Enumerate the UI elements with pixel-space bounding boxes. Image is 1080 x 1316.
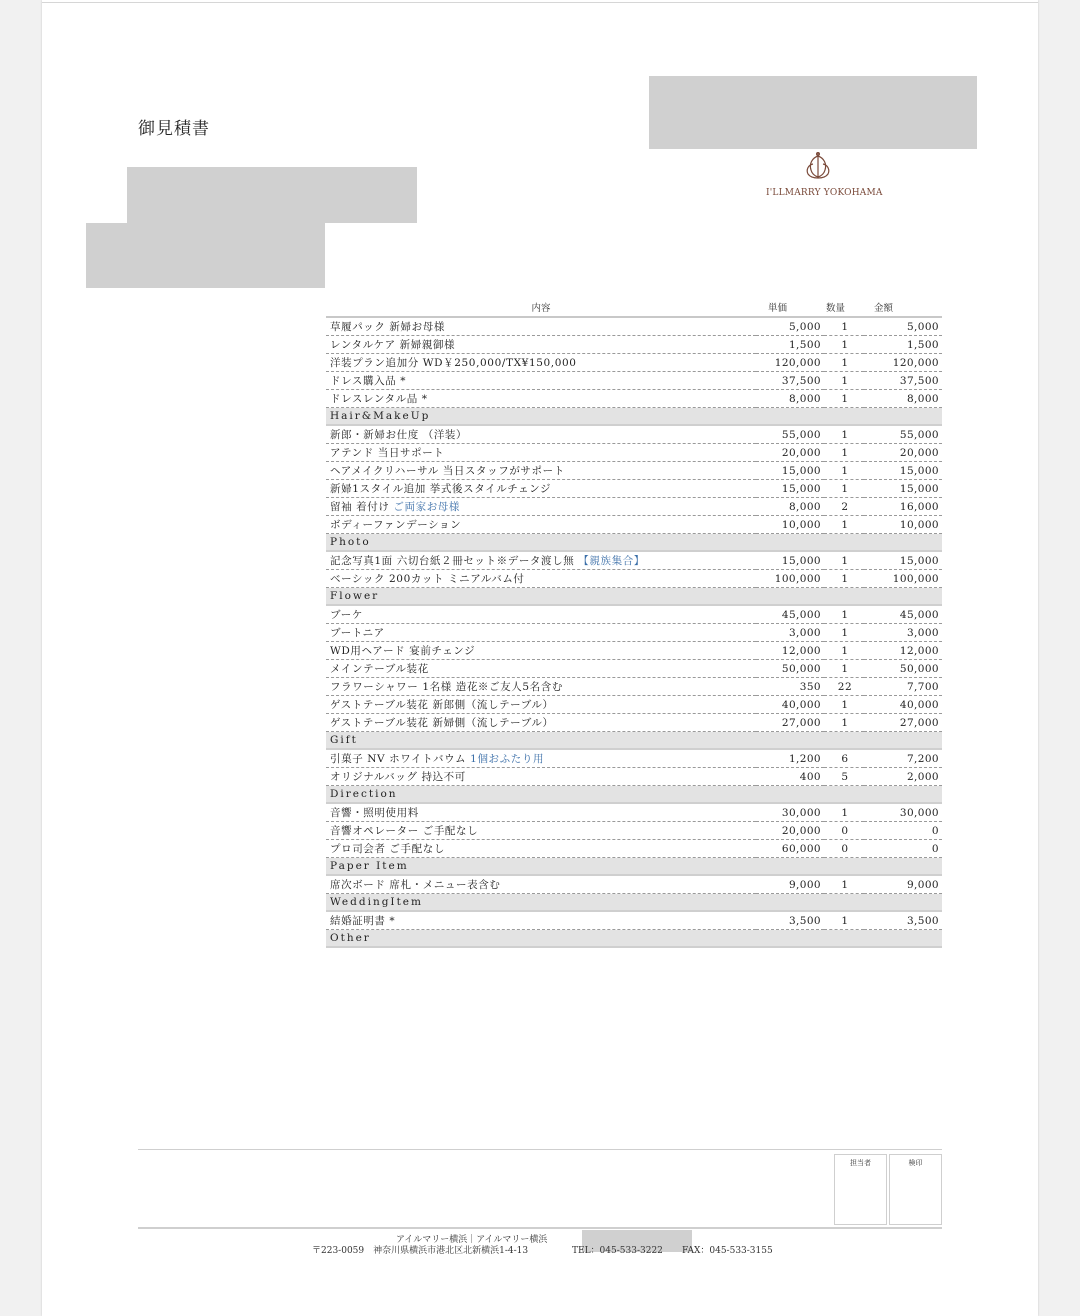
item-name: 引菓子 NV ホワイトバウム	[330, 753, 467, 765]
item-price: 8,000	[756, 498, 824, 516]
company-address: 〒223-0059 神奈川県横浜市港北区北新横浜1-4-13	[312, 1246, 529, 1256]
table-header-row	[326, 298, 942, 317]
table-row	[326, 714, 942, 732]
item-name-cell	[326, 317, 756, 336]
item-amount: 15,000	[864, 462, 942, 480]
table-row	[326, 822, 942, 840]
item-qty: 1	[824, 354, 864, 372]
item-qty: 0	[824, 822, 864, 840]
item-amount: 0	[864, 840, 942, 858]
item-name-cell	[326, 660, 756, 678]
table-row	[326, 911, 942, 930]
item-note: ご両家お母様	[393, 501, 460, 513]
table-row	[326, 516, 942, 534]
item-price: 15,000	[756, 551, 824, 570]
item-price: 50,000	[756, 660, 824, 678]
redacted-block	[127, 167, 417, 223]
item-name-cell	[326, 803, 756, 822]
redacted-block	[86, 223, 325, 288]
table-body	[326, 317, 942, 947]
table-row	[326, 336, 942, 354]
item-name: WD用ヘアード 宴前チェンジ	[330, 645, 476, 657]
section-row	[326, 930, 942, 948]
item-note: 【親族集合】	[578, 555, 645, 567]
item-name: 草履パック 新婦お母様	[330, 321, 445, 333]
item-amount: 10,000	[864, 516, 942, 534]
item-price: 55,000	[756, 425, 824, 444]
item-name-cell	[326, 551, 756, 570]
item-amount: 9,000	[864, 875, 942, 894]
table-row	[326, 642, 942, 660]
item-price: 8,000	[756, 390, 824, 408]
item-qty: 1	[824, 642, 864, 660]
item-name: ブートニア	[330, 627, 385, 639]
section-row	[326, 408, 942, 426]
item-qty: 1	[824, 372, 864, 390]
item-name-cell	[326, 749, 756, 768]
item-amount: 15,000	[864, 551, 942, 570]
item-price: 1,200	[756, 749, 824, 768]
item-amount: 8,000	[864, 390, 942, 408]
table-row	[326, 660, 942, 678]
item-price: 27,000	[756, 714, 824, 732]
table-row	[326, 803, 942, 822]
item-qty: 6	[824, 749, 864, 768]
item-amount: 7,200	[864, 749, 942, 768]
item-name: ブーケ	[330, 609, 363, 621]
company-name: アイルマリー横浜｜アイルマリー横浜	[396, 1235, 548, 1245]
item-amount: 3,000	[864, 624, 942, 642]
item-name: ドレスレンタル品 *	[330, 393, 428, 405]
section-label: Hair&MakeUp	[326, 408, 942, 426]
section-row	[326, 732, 942, 750]
item-amount: 20,000	[864, 444, 942, 462]
item-qty: 1	[824, 462, 864, 480]
table-row	[326, 390, 942, 408]
section-row	[326, 588, 942, 606]
item-price: 60,000	[756, 840, 824, 858]
item-name-cell	[326, 354, 756, 372]
item-name: ゲストテーブル装花 新婦側（流しテーブル）	[330, 717, 554, 729]
item-name: プロ司会者 ご手配なし	[330, 843, 445, 855]
item-name-cell	[326, 605, 756, 624]
table-row	[326, 768, 942, 786]
item-amount: 2,000	[864, 768, 942, 786]
table-row	[326, 425, 942, 444]
item-qty: 1	[824, 875, 864, 894]
item-price: 12,000	[756, 642, 824, 660]
section-label: Direction	[326, 786, 942, 804]
section-row	[326, 786, 942, 804]
footer-divider	[138, 1149, 942, 1150]
item-name-cell	[326, 390, 756, 408]
item-amount: 50,000	[864, 660, 942, 678]
item-name-cell	[326, 498, 756, 516]
section-row	[326, 858, 942, 876]
item-price: 10,000	[756, 516, 824, 534]
item-amount: 120,000	[864, 354, 942, 372]
brand-logo	[766, 150, 883, 198]
item-price: 40,000	[756, 696, 824, 714]
item-name-cell	[326, 516, 756, 534]
item-name-cell	[326, 462, 756, 480]
company-fax: FAX：045-533-3155	[682, 1246, 773, 1256]
inspection-seal-label: 検印	[908, 1159, 923, 1167]
item-amount: 37,500	[864, 372, 942, 390]
item-name-cell	[326, 372, 756, 390]
person-in-charge-box	[834, 1154, 887, 1225]
item-price: 20,000	[756, 444, 824, 462]
item-qty: 1	[824, 551, 864, 570]
item-qty: 1	[824, 390, 864, 408]
person-in-charge-label: 担当者	[850, 1159, 871, 1167]
section-label: WeddingItem	[326, 894, 942, 912]
item-qty: 1	[824, 425, 864, 444]
item-name-cell	[326, 875, 756, 894]
item-qty: 1	[824, 714, 864, 732]
table-row	[326, 875, 942, 894]
item-qty: 1	[824, 911, 864, 930]
table-row	[326, 570, 942, 588]
item-price: 15,000	[756, 480, 824, 498]
table-row	[326, 317, 942, 336]
company-tel: TEL：045-533-3222	[572, 1246, 663, 1256]
item-price: 45,000	[756, 605, 824, 624]
item-qty: 5	[824, 768, 864, 786]
section-row	[326, 534, 942, 552]
table-row	[326, 696, 942, 714]
item-name: アテンド 当日サポート	[330, 447, 445, 459]
item-name-cell	[326, 624, 756, 642]
item-name: 新婦1スタイル追加 挙式後スタイルチェンジ	[330, 483, 552, 495]
item-name-cell	[326, 642, 756, 660]
item-name: 新郎・新婦お仕度 （洋装）	[330, 429, 468, 441]
item-price: 400	[756, 768, 824, 786]
item-qty: 1	[824, 624, 864, 642]
item-amount: 0	[864, 822, 942, 840]
item-name: メインテーブル装花	[330, 663, 429, 675]
crest-icon	[803, 150, 833, 182]
item-price: 3,500	[756, 911, 824, 930]
item-name-cell	[326, 425, 756, 444]
document-title: 御見積書	[138, 119, 210, 139]
table-row	[326, 480, 942, 498]
table-row	[326, 551, 942, 570]
table-row	[326, 678, 942, 696]
item-price: 100,000	[756, 570, 824, 588]
table-row	[326, 462, 942, 480]
header-qty: 数量	[824, 298, 864, 317]
table-row	[326, 749, 942, 768]
redacted-block	[649, 76, 977, 149]
item-name-cell	[326, 444, 756, 462]
item-price: 30,000	[756, 803, 824, 822]
inspection-seal-box	[889, 1154, 942, 1225]
page-top-border	[42, 2, 1038, 3]
section-row	[326, 894, 942, 912]
item-name-cell	[326, 840, 756, 858]
header-name: 内容	[326, 298, 756, 317]
item-name: 結婚証明書 *	[330, 915, 396, 927]
section-label: Photo	[326, 534, 942, 552]
item-qty: 1	[824, 317, 864, 336]
item-price: 15,000	[756, 462, 824, 480]
item-name: 音響オペレーター ご手配なし	[330, 825, 479, 837]
item-amount: 1,500	[864, 336, 942, 354]
item-qty: 22	[824, 678, 864, 696]
header-amount: 金額	[864, 298, 942, 317]
item-amount: 12,000	[864, 642, 942, 660]
table-row	[326, 624, 942, 642]
item-qty: 1	[824, 696, 864, 714]
item-qty: 1	[824, 444, 864, 462]
item-name-cell	[326, 678, 756, 696]
item-amount: 3,500	[864, 911, 942, 930]
table-row	[326, 444, 942, 462]
item-name: ヘアメイクリハーサル 当日スタッフがサポート	[330, 465, 565, 477]
section-label: Other	[326, 930, 942, 948]
item-qty: 1	[824, 605, 864, 624]
item-name: 席次ボード 席札・メニュー表含む	[330, 879, 501, 891]
item-note: 1個おふたり用	[470, 753, 545, 765]
item-name-cell	[326, 822, 756, 840]
item-name: 留袖 着付け	[330, 501, 390, 513]
item-amount: 45,000	[864, 605, 942, 624]
brand-name: I'LLMARRY YOKOHAMA	[766, 188, 883, 198]
header-price: 単価	[756, 298, 824, 317]
item-name: ベーシック 200カット ミニアルバム付	[330, 573, 525, 585]
item-name-cell	[326, 714, 756, 732]
item-price: 1,500	[756, 336, 824, 354]
item-name: 洋装プラン追加分 WD￥250,000/TX¥150,000	[330, 357, 577, 369]
item-name: フラワーシャワー 1名様 造花※ご友人5名含む	[330, 681, 563, 693]
item-name-cell	[326, 570, 756, 588]
item-name-cell	[326, 911, 756, 930]
item-amount: 55,000	[864, 425, 942, 444]
item-price: 3,000	[756, 624, 824, 642]
item-name: ゲストテーブル装花 新郎側（流しテーブル）	[330, 699, 554, 711]
item-qty: 1	[824, 660, 864, 678]
item-amount: 40,000	[864, 696, 942, 714]
section-label: Gift	[326, 732, 942, 750]
item-qty: 1	[824, 803, 864, 822]
item-name-cell	[326, 696, 756, 714]
table-row	[326, 840, 942, 858]
item-amount: 15,000	[864, 480, 942, 498]
section-label: Paper Item	[326, 858, 942, 876]
item-amount: 27,000	[864, 714, 942, 732]
item-qty: 1	[824, 516, 864, 534]
item-name: オリジナルバッグ 持込不可	[330, 771, 466, 783]
item-qty: 2	[824, 498, 864, 516]
item-price: 5,000	[756, 317, 824, 336]
section-label: Flower	[326, 588, 942, 606]
item-price: 120,000	[756, 354, 824, 372]
item-amount: 7,700	[864, 678, 942, 696]
item-qty: 0	[824, 840, 864, 858]
item-name: 音響・照明使用料	[330, 807, 419, 819]
estimate-page	[42, 0, 1038, 1316]
item-name: ボディーファンデーション	[330, 519, 462, 531]
item-name-cell	[326, 768, 756, 786]
table-row	[326, 354, 942, 372]
item-name: 記念写真1面 六切台紙２冊セット※データ渡し無	[330, 555, 575, 567]
item-price: 37,500	[756, 372, 824, 390]
footer-divider	[138, 1227, 942, 1229]
item-qty: 1	[824, 570, 864, 588]
item-qty: 1	[824, 480, 864, 498]
item-amount: 30,000	[864, 803, 942, 822]
item-name-cell	[326, 336, 756, 354]
item-amount: 5,000	[864, 317, 942, 336]
table-row	[326, 605, 942, 624]
item-name: レンタルケア 新婦親御様	[330, 339, 456, 351]
item-price: 350	[756, 678, 824, 696]
item-price: 9,000	[756, 875, 824, 894]
item-price: 20,000	[756, 822, 824, 840]
estimate-table	[326, 298, 942, 948]
item-name-cell	[326, 480, 756, 498]
item-qty: 1	[824, 336, 864, 354]
item-name: ドレス購入品 *	[330, 375, 407, 387]
table-row	[326, 372, 942, 390]
item-amount: 100,000	[864, 570, 942, 588]
item-amount: 16,000	[864, 498, 942, 516]
table-row	[326, 498, 942, 516]
